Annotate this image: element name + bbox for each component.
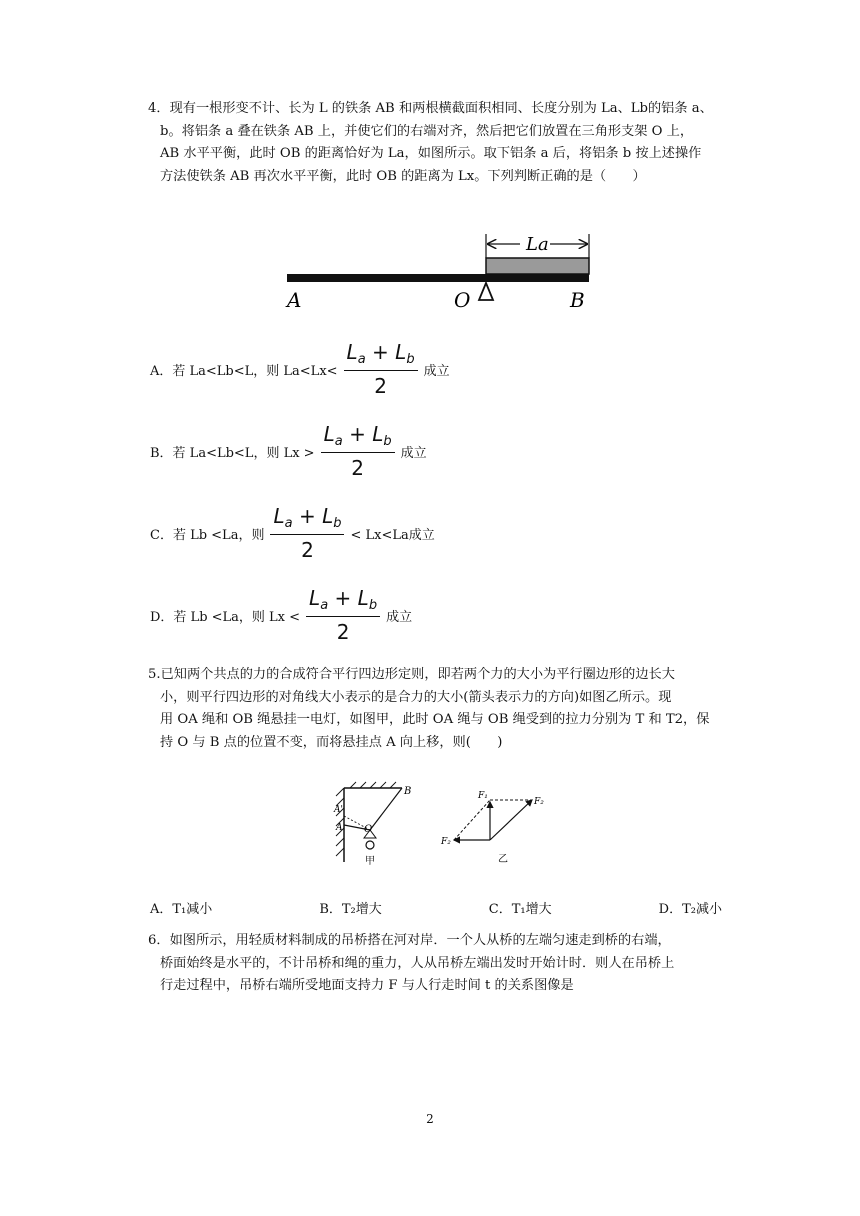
option-text: C．若 Lb <La，则 [150, 527, 265, 543]
rope-ob [370, 788, 402, 830]
option-suffix: 成立 [400, 445, 427, 461]
figure-jia [332, 780, 422, 870]
option-text: D．若 Lb <La，则 Lx < [150, 609, 301, 625]
label-a-prime: A' [334, 805, 343, 815]
q5-line: 小，则平行四边形的对角线大小表示的是合力的大小(箭头表示力的方向)如图乙所示。现 [160, 689, 672, 705]
fulcrum-triangle [479, 283, 493, 300]
iron-bar [287, 274, 589, 282]
question-6-text [148, 930, 728, 998]
q6-line: 行走过程中，吊桥右端所受地面支持力 F 与人行走时间 t 的关系图像是 [160, 978, 574, 993]
question-5-text [148, 664, 728, 754]
q4-line: 4．现有一根形变不计、长为 L 的铁条 AB 和两根横截面积相同、长度分别为 La、Lb的铝条 a、 [148, 101, 713, 116]
q4-line: 方法使铁条 AB 再次水平平衡，此时 OB 的距离为 Lx。下列判断正确的是（ ） [160, 168, 646, 184]
label-b: B [404, 786, 412, 797]
label-b: B [570, 288, 585, 312]
fraction: $\frac{L_a + L_b}{2}$ [306, 586, 380, 644]
q6-line: 桥面始终是水平的，不计吊桥和绳的重力，人从吊桥左端出发时开始计时．则人在吊桥上 [160, 955, 675, 971]
page-number: 2 [426, 1112, 434, 1126]
q6-line: 6．如图所示，用轻质材料制成的吊桥搭在河对岸．一个人从桥的左端匀速走到桥的右端， [148, 933, 671, 948]
figure-yi [440, 780, 550, 870]
label-o: O [454, 288, 471, 312]
q5-line: 用 OA 绳和 OB 绳悬挂一电灯，如图甲，此时 OA 绳与 OB 绳受到的拉力分别为 T 和 T2，保 [160, 712, 710, 727]
option-suffix: 成立 [423, 363, 450, 379]
choice-b[interactable]: B．T₂增大 [319, 902, 382, 917]
choice-c[interactable]: C．T₁增大 [488, 902, 552, 917]
q5-line: 持 O 与 B 点的位置不变，而将悬挂点 A 向上移，则( ) [160, 734, 503, 750]
q4-line: b。将铝条 a 叠在铁条 AB 上，并使它们的右端对齐，然后把它们放置在三角形支架 O 上， [160, 123, 694, 139]
lever-figure [282, 228, 602, 318]
fraction: $\frac{L_a + L_b}{2}$ [321, 422, 395, 480]
option-suffix: 成立 [386, 609, 413, 625]
option-text: B．若 La<Lb<L，则 Lx > [150, 445, 315, 461]
question-4-text [148, 98, 728, 188]
choice-d[interactable]: D．T₂减小 [658, 902, 722, 917]
label-f: F₂ [441, 837, 451, 847]
lamp-icon [366, 841, 374, 849]
label-fa: F₁ [478, 791, 488, 801]
option-a[interactable] [150, 340, 450, 398]
label-f2: F₂ [534, 797, 544, 807]
option-text: A．若 La<Lb<L，则 La<Lx< [150, 363, 338, 379]
choice-a[interactable]: A．T₁减小 [150, 902, 213, 917]
q5-line: 5.已知两个共点的力的合成符合平行四边形定则，即若两个力的大小为平行圈边形的边长大 [148, 667, 675, 682]
label-a: A [336, 823, 343, 833]
fraction: $\frac{L_a + L_b}{2}$ [270, 504, 344, 562]
option-c[interactable] [150, 504, 435, 562]
label-a: A [287, 288, 302, 312]
force-diagonal [490, 800, 532, 840]
q4-line: AB 水平平衡，此时 OB 的距离恰好为 La，如图所示。取下铝条 a 后，将铝条 b 按上述操作 [160, 146, 702, 161]
aluminum-bar [486, 258, 589, 274]
label-o: O [364, 824, 373, 835]
option-d[interactable] [150, 586, 412, 644]
option-b[interactable] [150, 422, 427, 480]
caption-jia: 甲 [365, 856, 375, 867]
label-la: La [526, 234, 549, 255]
caption-yi: 乙 [498, 854, 508, 865]
option-suffix: < Lx<La成立 [350, 527, 435, 543]
q5-choices [150, 898, 722, 917]
fraction: $\frac{L_a + L_b}{2}$ [344, 340, 418, 398]
